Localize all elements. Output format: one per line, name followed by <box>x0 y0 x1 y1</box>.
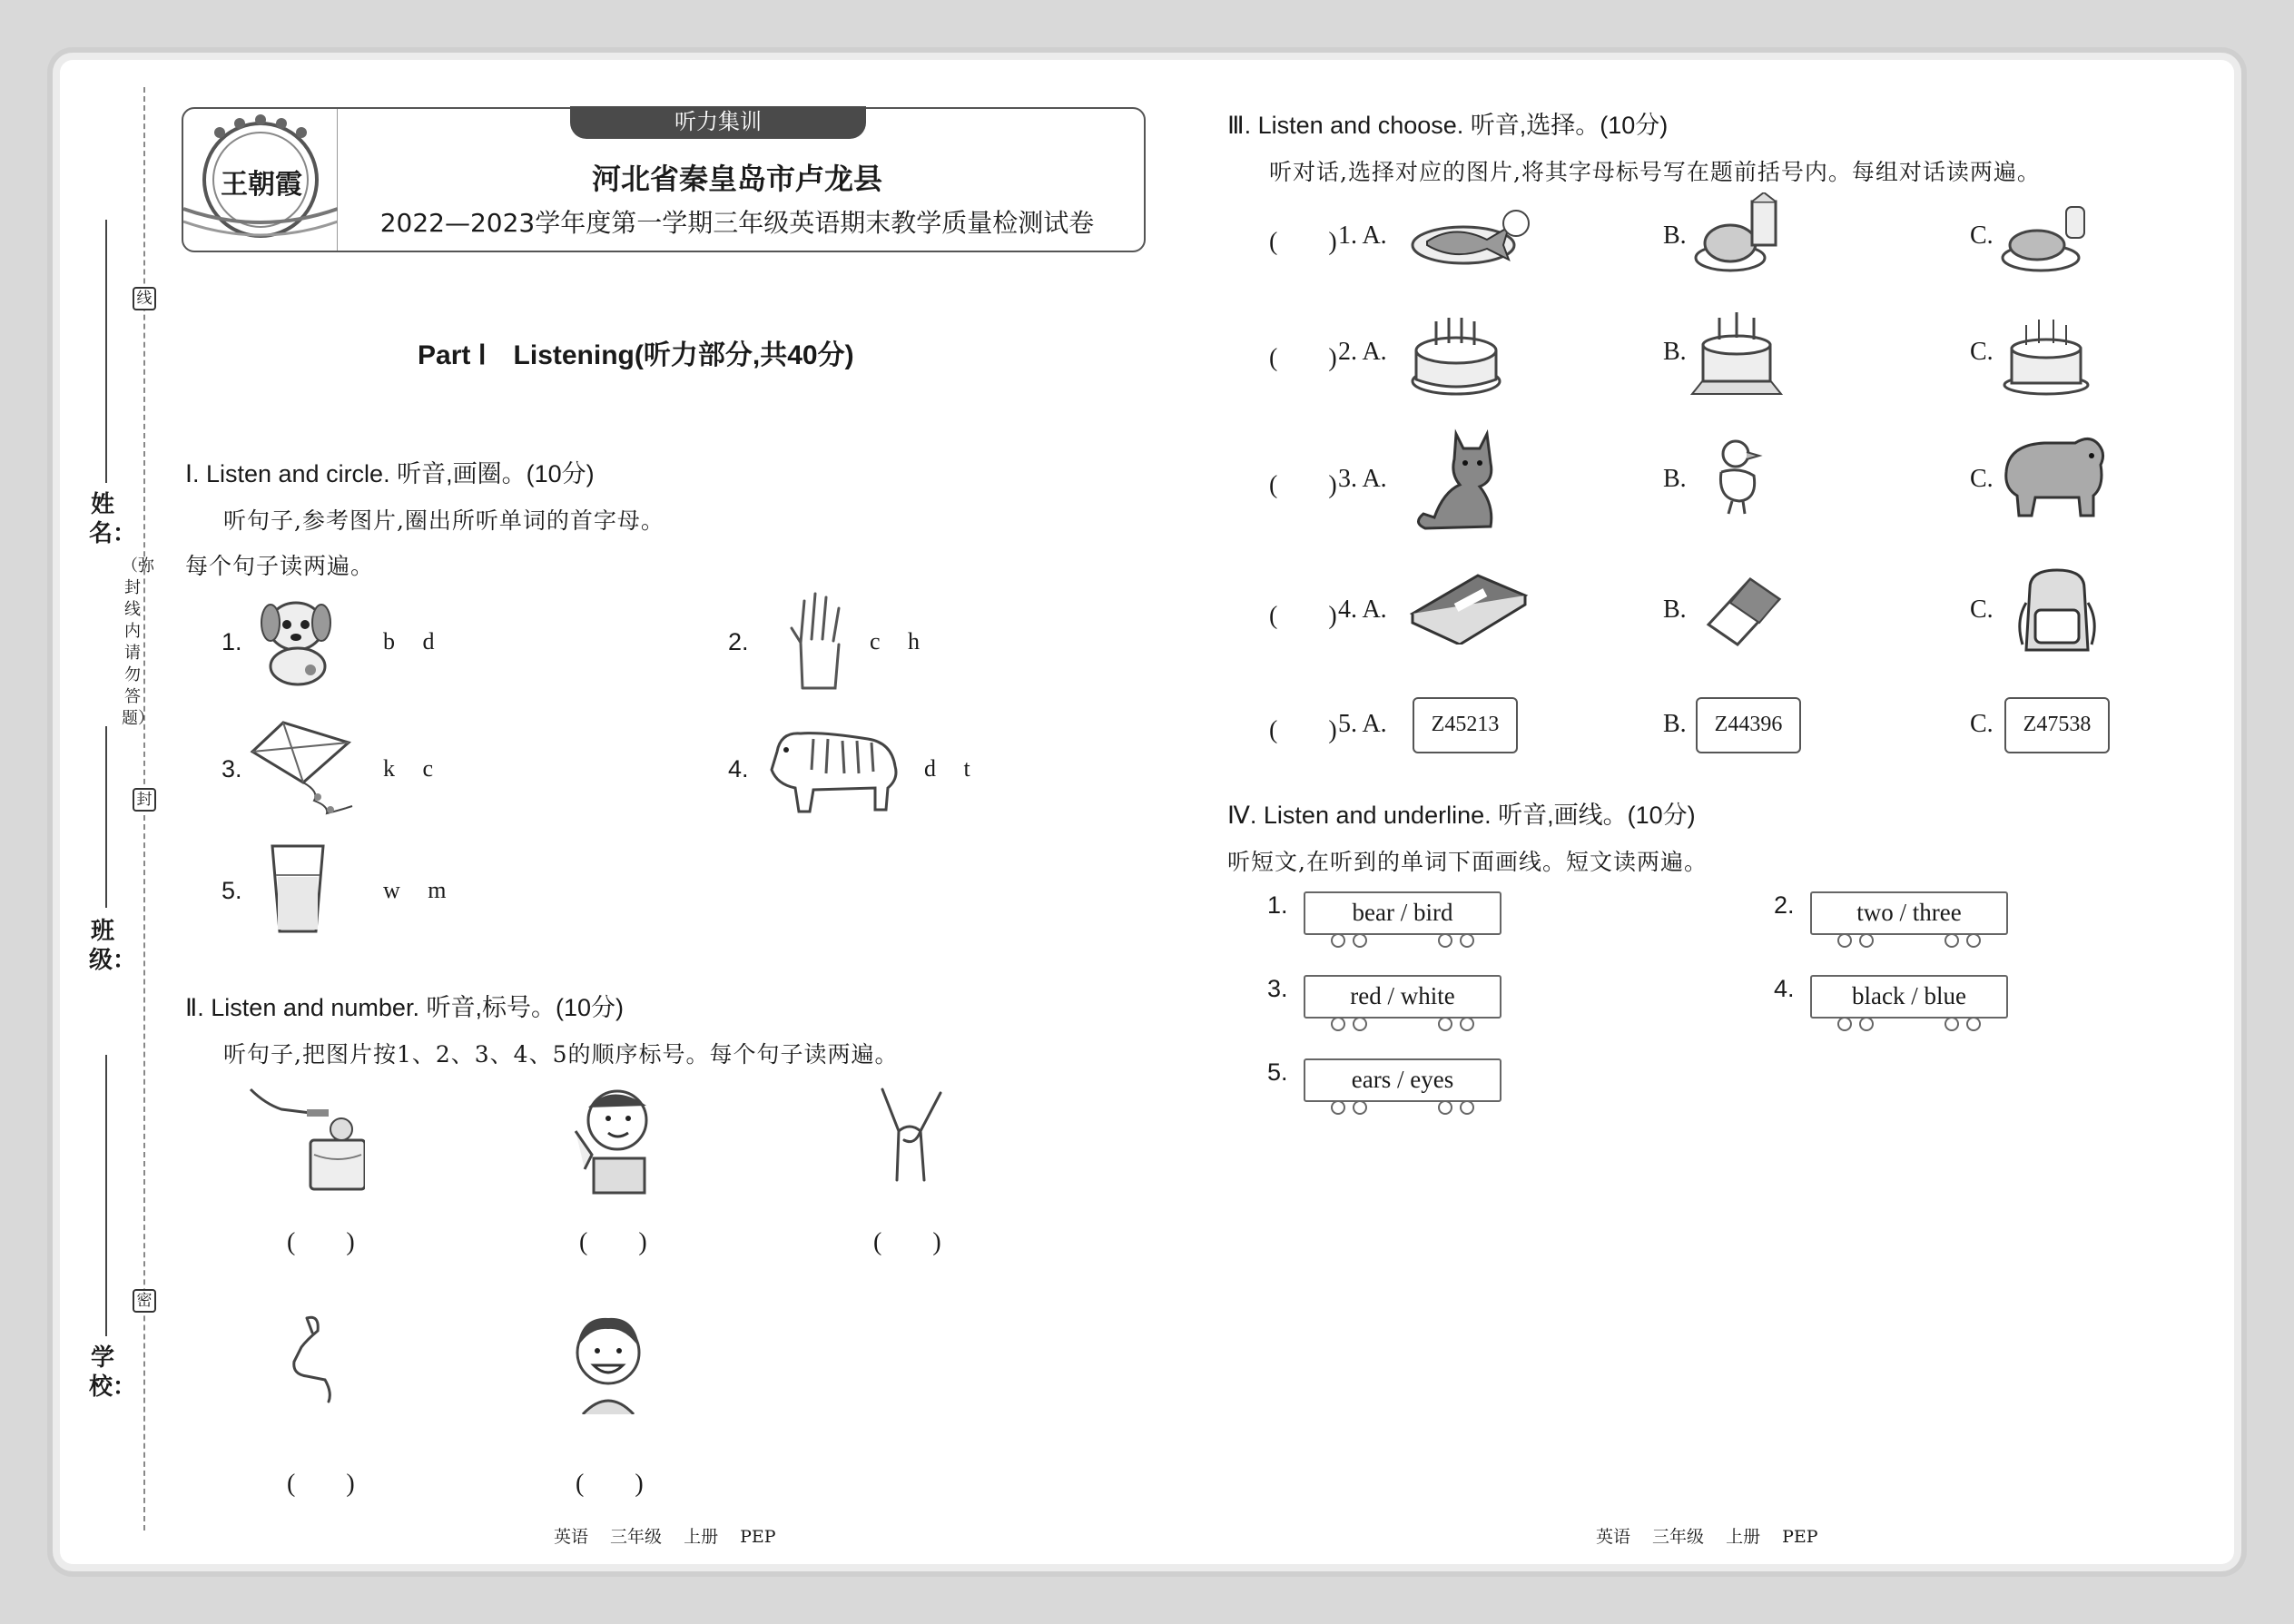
s4-item5-num: 5. <box>1267 1058 1288 1086</box>
s3-answer3[interactable]: ( ) <box>1269 471 1337 499</box>
class-label: 班级： <box>89 918 137 974</box>
school-label: 学校： <box>89 1344 137 1401</box>
section4-title: Ⅳ. Listen and underline. 听音,画线。(10分) <box>1227 802 1696 829</box>
name-label: 姓名： <box>89 491 137 547</box>
binding-mark-line: 线 <box>133 287 156 310</box>
hand-sign-icon <box>864 1086 955 1187</box>
s3-row2-c: C. <box>1970 338 1994 366</box>
page-subtitle: 2022—2023学年度第一学期三年级英语期末教学质量检测试卷 <box>379 208 1095 238</box>
s3-row3-b: B. <box>1663 465 1687 493</box>
license-plate-a: Z45213 <box>1413 697 1518 753</box>
s4-item2-num: 2. <box>1774 891 1795 919</box>
paper <box>60 60 2234 1564</box>
bear-icon <box>1999 432 2108 523</box>
s1-item1-letters[interactable]: b d <box>383 628 435 655</box>
section4-instruction: 听短文,在听到的单词下面画线。短文读两遍。 <box>1227 849 1708 875</box>
s1-item5-num: 5. <box>222 877 242 904</box>
s3-row4-num: 4. A. <box>1338 595 1387 624</box>
s1-item4-letters[interactable]: d t <box>924 755 970 782</box>
s1-item2-num: 2. <box>728 628 749 655</box>
s3-row1-b: B. <box>1663 221 1687 250</box>
logo-text: 王朝霞 <box>221 169 302 201</box>
s1-item1-num: 1. <box>222 628 242 655</box>
s4-item3-num: 3. <box>1267 975 1288 1002</box>
license-plate-c: Z47538 <box>2004 697 2110 753</box>
brand-logo <box>183 109 338 251</box>
s4-item1-bus <box>1304 891 1501 946</box>
s2-answer1[interactable]: ( ) <box>287 1228 355 1256</box>
binding-mark-secret: 密 <box>133 1289 156 1313</box>
s3-row2-num: 2. A. <box>1338 338 1387 366</box>
s3-row4-b: B. <box>1663 595 1687 624</box>
s2-answer3[interactable]: ( ) <box>873 1228 941 1256</box>
s3-row4-c: C. <box>1970 595 1994 624</box>
s4-item2-bus <box>1810 891 2008 946</box>
school-line[interactable] <box>105 1055 107 1336</box>
footer-right: 英语 三年级 上册 PEP <box>1596 1527 1818 1547</box>
class-line[interactable] <box>105 726 107 908</box>
section3-instruction: 听对话,选择对应的图片,将其字母标号写在题前括号内。每组对话读两遍。 <box>1269 159 2041 185</box>
s2-answer2[interactable]: ( ) <box>579 1228 647 1256</box>
eraser-icon <box>1703 574 1785 654</box>
smiling-boy-icon <box>570 1307 646 1418</box>
s1-item2-letters[interactable]: c h <box>870 628 921 655</box>
fish-plate-icon <box>1409 205 1532 272</box>
s1-item3-letters[interactable]: k c <box>383 755 434 782</box>
kite-icon <box>247 719 356 822</box>
s3-row5-c: C. <box>1970 710 1994 738</box>
section3-title: Ⅲ. Listen and choose. 听音,选择。(10分) <box>1227 112 1669 139</box>
tiger-icon <box>759 715 904 819</box>
s4-item5-words[interactable]: ears / eyes <box>1351 1066 1454 1093</box>
dog-icon <box>251 588 341 692</box>
part-title: Part Ⅰ Listening(听力部分,共40分) <box>418 340 854 370</box>
cake-box-icon <box>1690 309 1783 399</box>
cut-cake-icon <box>247 1086 365 1198</box>
water-glass-icon <box>269 842 327 939</box>
section2-title: Ⅱ. Listen and number. 听音,标号。(10分) <box>185 994 624 1021</box>
s4-item2-words[interactable]: two / three <box>1856 899 1962 926</box>
header-tab: 听力集训 <box>570 106 866 139</box>
s3-answer4[interactable]: ( ) <box>1269 602 1337 630</box>
s3-answer5[interactable]: ( ) <box>1269 716 1337 744</box>
s4-item4-num: 4. <box>1774 975 1795 1002</box>
s3-row5-num: 5. A. <box>1338 710 1387 738</box>
s3-row1-c: C. <box>1970 221 1994 250</box>
s3-row5-b: B. <box>1663 710 1687 738</box>
s4-item4-bus <box>1810 975 2008 1029</box>
bread-plate-icon <box>2001 192 2092 278</box>
hand-icon <box>784 588 857 694</box>
snap-fingers-icon <box>280 1311 352 1407</box>
s1-item5-letters[interactable]: w m <box>383 877 447 903</box>
s3-answer2[interactable]: ( ) <box>1269 344 1337 372</box>
name-line[interactable] <box>105 220 107 483</box>
s3-row2-b: B. <box>1663 338 1687 366</box>
binding-mark-seal: 封 <box>133 788 156 812</box>
s1-item3-num: 3. <box>222 755 242 782</box>
clap-hands-icon <box>557 1082 657 1198</box>
binding-note: （弥封线内请勿答题） <box>122 556 154 728</box>
section1-title: Ⅰ. Listen and circle. 听音,画圈。(10分) <box>185 460 595 487</box>
license-plate-b: Z44396 <box>1696 697 1801 753</box>
s4-item3-words[interactable]: red / white <box>1350 982 1455 1009</box>
s3-row3-c: C. <box>1970 465 1994 493</box>
s4-item1-words[interactable]: bear / bird <box>1352 899 1453 926</box>
s3-row1-num: 1. A. <box>1338 221 1387 250</box>
section1-instruction: 听句子,参考图片,圈出所听单词的首字母。 <box>223 507 665 534</box>
s4-item4-words[interactable]: black / blue <box>1852 982 1966 1009</box>
cat-icon <box>1407 427 1501 536</box>
s4-item3-bus <box>1304 975 1501 1029</box>
duck-icon <box>1712 436 1763 521</box>
book-icon <box>1409 572 1529 648</box>
cake-candles-icon <box>2001 314 2092 399</box>
s4-item5-bus <box>1304 1058 1501 1113</box>
section2-instruction: 听句子,把图片按1、2、3、4、5的顺序标号。每个句子读两遍。 <box>223 1041 899 1068</box>
footer-left: 英语 三年级 上册 PEP <box>554 1527 776 1547</box>
page-title: 河北省秦皇岛市卢龙县 <box>591 162 882 196</box>
s4-item1-num: 1. <box>1267 891 1288 919</box>
bread-milk-icon <box>1694 192 1785 278</box>
s3-row3-num: 3. A. <box>1338 465 1387 493</box>
schoolbag-icon <box>2012 566 2102 661</box>
section1-instruction2: 每个句子读两遍。 <box>185 553 375 579</box>
s3-answer1[interactable]: ( ) <box>1269 228 1337 256</box>
s1-item4-num: 4. <box>728 755 749 782</box>
s2-answer5[interactable]: ( ) <box>576 1470 644 1498</box>
s2-answer4[interactable]: ( ) <box>287 1470 355 1498</box>
cake-icon <box>1409 309 1503 399</box>
